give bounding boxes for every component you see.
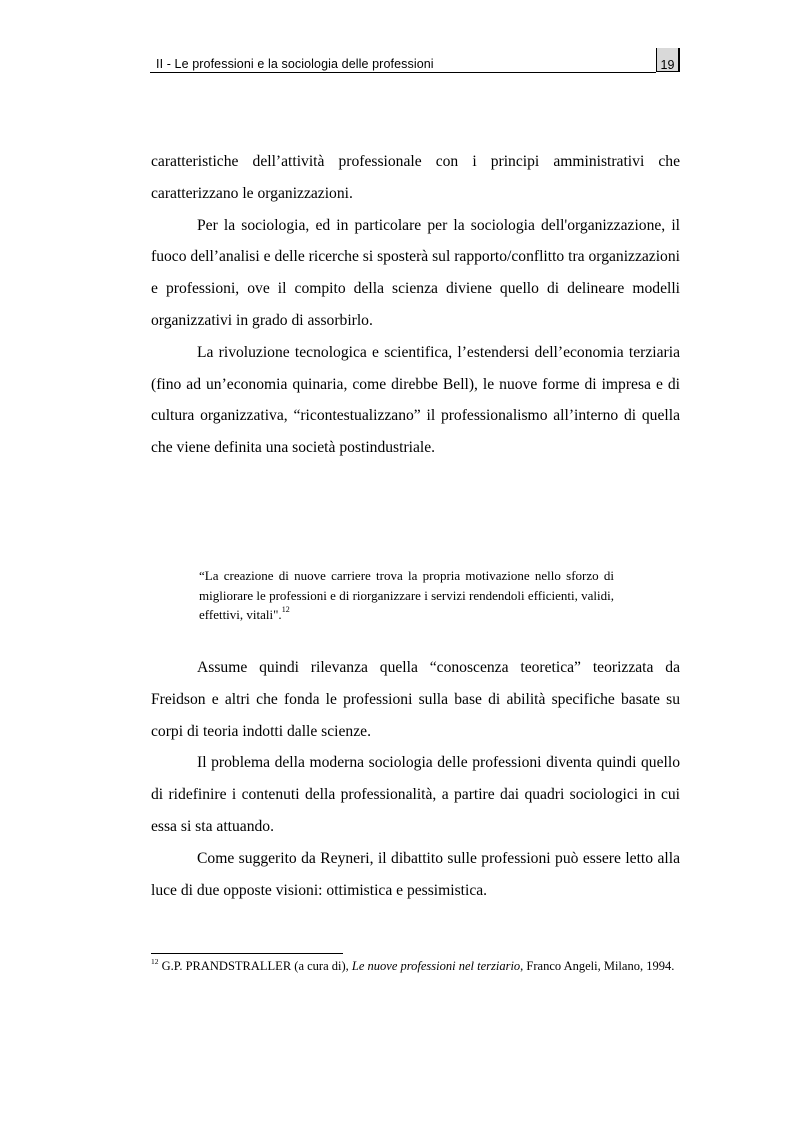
paragraph: Come suggerito da Reyneri, il dibattito sulle professioni può essere letto alla luce di due opposte visioni: ottimistica e pessimistica. <box>151 849 680 899</box>
paragraph: Per la sociologia, ed in particolare per la sociologia dell'organizzazione, il fuoco dell’analisi e delle ricerche si sposterà sul rapporto/conflitto tra organizzazioni e professioni, ove il compito della scienza diviene quello di delineare modelli organizzativi in grado di assorbirlo. <box>151 216 680 329</box>
page-number: 19 <box>656 48 680 72</box>
footnote-book-title: Le nuove professioni nel terziario <box>351 959 521 973</box>
paragraph: Assume quindi rilevanza quella “conoscenza teoretica” teorizzata da Freidson e altri che fonda le professioni sulla base di abilità specifiche basate su corpi di teoria indotti dalle scienze. <box>151 659 680 740</box>
paragraph: Il problema della moderna sociologia delle professioni diventa quindi quello di ridefinire i contenuti della professionalità, a partire dai quadri sociologici in cui essa si sta attuando. <box>151 754 680 835</box>
header-rule <box>150 72 656 73</box>
quote-text: “La creazione di nuove carriere trova la propria motivazione nello sforzo di migliorare le professioni e di riorganizzare i servizi rendendoli efficienti, validi, effettivi, vitali". <box>199 568 614 622</box>
page-header <box>150 48 682 74</box>
main-text <box>151 146 680 464</box>
footnote-separator <box>151 953 343 954</box>
footnote-number: 12 <box>151 956 159 966</box>
paragraph: La rivoluzione tecnologica e scientifica, l’estendersi dell’economia terziaria (fino ad un’economia quinaria, come direbbe Bell), le nuove forme di impresa e di cultura organizzativa, “ricontestualizzano” il professionalismo all’interno di quella che viene definita una società postindustriale. <box>151 343 680 457</box>
running-header-title: II - Le professioni e la sociologia delle professioni <box>156 57 434 71</box>
footnote-paragraph <box>151 958 680 974</box>
paragraph: caratteristiche dell’attività professionale con i principi amministrativi che caratterizzano le organizzazioni. <box>151 153 680 202</box>
footnote-reference: 12 <box>281 604 290 614</box>
block-quote <box>199 566 614 625</box>
quote-paragraph <box>199 566 614 625</box>
footnote <box>151 958 680 974</box>
footnote-author: G.P. PRANDSTRALLER (a cura di), <box>158 959 352 973</box>
main-text-continued <box>151 652 680 906</box>
footnote-publisher: , Franco Angeli, Milano, 1994. <box>520 959 675 973</box>
